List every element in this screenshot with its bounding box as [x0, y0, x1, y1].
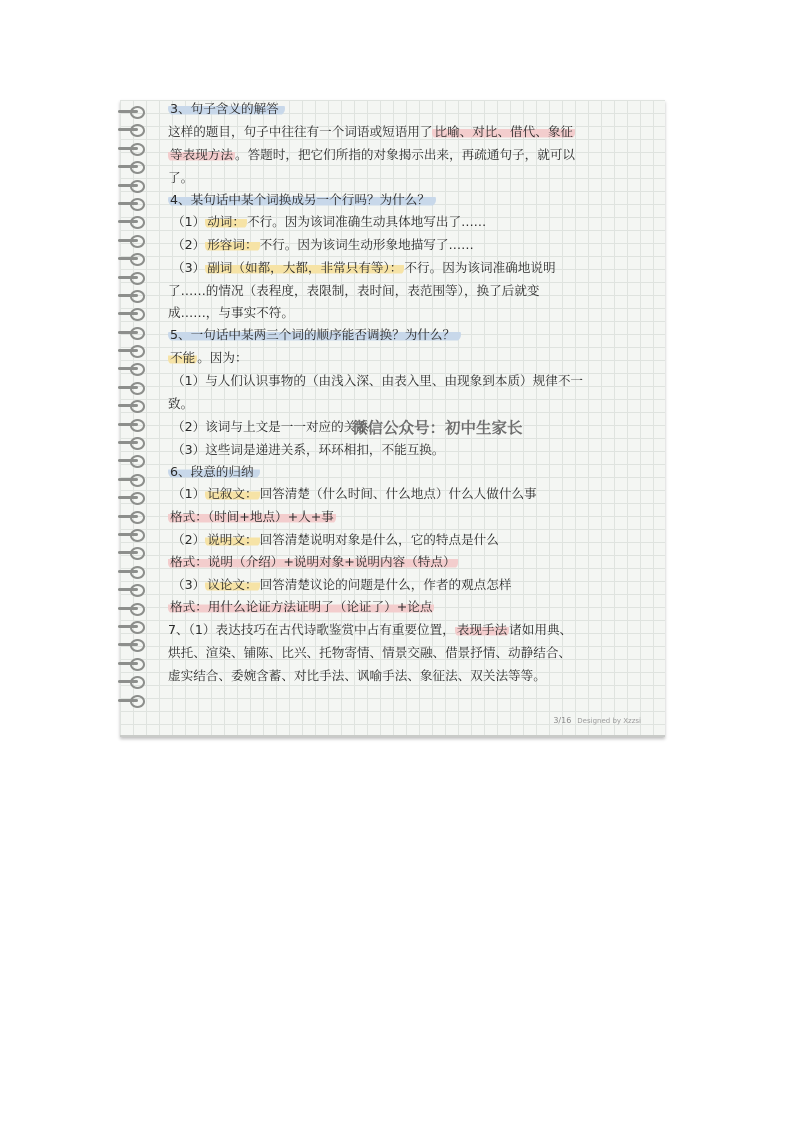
ring-icon — [116, 400, 146, 410]
answer-item: （3） 副词（如都，大都，非常只有等）： 不行。因为该词准确地说明 — [172, 260, 556, 275]
ring-icon — [116, 272, 146, 282]
ring-icon — [116, 143, 146, 153]
answer-item: （1） 动词： 不行。因为该词准确生动具体地写出了…… — [172, 214, 487, 229]
answer-item: （2） 形容词： 不行。因为该词生动形象地描写了…… — [172, 237, 474, 252]
answer-item: 不能 。因为： — [170, 350, 248, 365]
answer-item: （1）与人们认识事物的（由浅入深、由表入里、由现象到本质）规律不一 — [172, 373, 584, 388]
answer-item: （1） 记叙文： 回答清楚（什么时间、什么地点）什么人做什么事 — [172, 486, 537, 501]
ring-icon — [116, 327, 146, 337]
ring-icon — [116, 198, 146, 208]
credit: Designed by Xzzsi — [577, 717, 641, 725]
paragraph-line: 等表现方法 。答题时，把它们所指的对象揭示出来，再疏通句子，就可以 — [170, 147, 575, 162]
paragraph-line: 烘托、渲染、铺陈、比兴、托物寄情、情景交融、借景抒情、动静结合、 — [168, 645, 571, 660]
ring-icon — [116, 106, 146, 116]
ring-icon — [116, 511, 146, 521]
section-heading-3: 3、句子含义的解答 — [168, 100, 285, 118]
ring-icon — [116, 566, 146, 576]
watermark: 微信公众号：初中生家长 — [352, 419, 523, 437]
ring-icon — [116, 474, 146, 484]
answer-item: （3） 议论文： 回答清楚议论的问题是什么，作者的观点怎样 — [172, 577, 512, 592]
ring-icon — [116, 621, 146, 631]
ring-icon — [116, 180, 146, 190]
spiral-binding — [116, 106, 146, 713]
section-heading-4: 4、某句话中某个词换成另一个行吗？为什么？ — [168, 191, 436, 209]
ring-icon — [116, 455, 146, 465]
answer-item: （2） 说明文： 回答清楚说明对象是什么，它的特点是什么 — [172, 532, 499, 547]
format-line: 格式：说明（介绍）+说明对象+说明内容（特点） — [170, 554, 456, 569]
paragraph-line: 了……的情况（表程度，表限制，表时间，表范围等），换了后就变 — [168, 283, 540, 298]
ring-icon — [116, 584, 146, 594]
ring-icon — [116, 363, 146, 373]
page-footer — [553, 716, 641, 725]
ring-icon — [116, 419, 146, 429]
ring-icon — [116, 492, 146, 502]
ring-icon — [116, 253, 146, 263]
paragraph-line: 这样的题目，句子中往往有一个词语或短语用了 比喻、对比、借代、象征 — [168, 124, 573, 139]
paragraph-line: 了。 — [168, 170, 194, 185]
ring-icon — [116, 437, 146, 447]
ring-icon — [116, 547, 146, 557]
ring-icon — [116, 658, 146, 668]
paragraph-line: 虚实结合、委婉含蓄、对比手法、讽喻手法、象征法、双关法等等。 — [168, 668, 546, 683]
ring-icon — [116, 695, 146, 705]
section-heading-5: 5、一句话中某两三个词的顺序能否调换？为什么？ — [168, 326, 461, 344]
ring-icon — [116, 290, 146, 300]
ring-icon — [116, 235, 146, 245]
paragraph-line: 成……，与事实不符。 — [168, 305, 294, 320]
paragraph-line: 7、（1）表达技巧在古代诗歌鉴赏中占有重要位置， 表现手法 诸如用典、 — [168, 622, 573, 637]
answer-item: （3）这些词是递进关系，环环相扣，不能互换。 — [172, 442, 445, 457]
ring-icon — [116, 216, 146, 226]
ring-icon — [116, 382, 146, 392]
ring-icon — [116, 639, 146, 649]
ring-icon — [116, 676, 146, 686]
ring-icon — [116, 529, 146, 539]
format-line: 格式：用什么论证方法证明了（论证了）+论点 — [170, 599, 433, 614]
ring-icon — [116, 161, 146, 171]
ring-icon — [116, 308, 146, 318]
paragraph-line: 致。 — [168, 396, 194, 411]
ring-icon — [116, 345, 146, 355]
ring-icon — [116, 603, 146, 613]
answer-item: （2）该词与上文是一一对应的关系。 — [172, 419, 382, 434]
page-number: 3/16 — [553, 716, 572, 725]
ring-icon — [116, 124, 146, 134]
section-heading-6: 6、段意的归纳 — [168, 463, 260, 481]
notebook-page — [120, 100, 665, 737]
format-line: 格式：（时间+地点）+人+事 — [170, 509, 334, 524]
